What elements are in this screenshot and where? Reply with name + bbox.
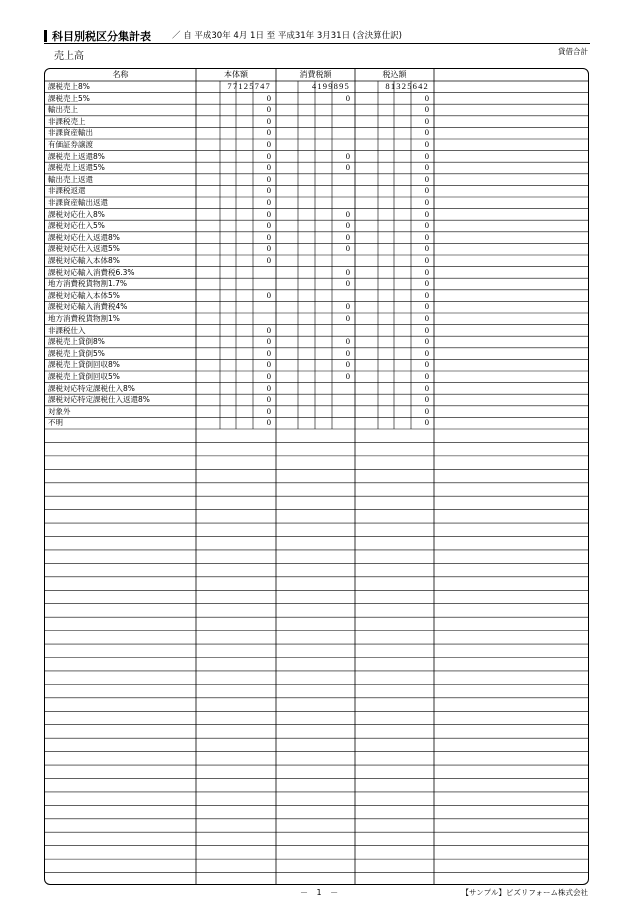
row-total-amount: 0 <box>424 162 429 173</box>
table-row <box>45 162 588 174</box>
table-row <box>45 325 588 337</box>
row-total-amount: 0 <box>424 185 429 196</box>
row-name: 課税売上貸倒8% <box>48 337 105 347</box>
row-tax-amount: 0 <box>345 313 350 323</box>
row-total-amount: 0 <box>424 139 429 149</box>
row-body-amount: 0 <box>266 394 271 405</box>
row-total-amount: 0 <box>424 104 429 115</box>
row-total-amount: 0 <box>424 382 429 393</box>
row-total-amount: 0 <box>424 324 429 335</box>
row-body-amount: 77125747 <box>227 81 271 91</box>
row-total-amount: 0 <box>424 371 429 381</box>
table-row <box>45 417 588 429</box>
row-tax-amount: 0 <box>345 220 350 231</box>
row-body-amount: 0 <box>266 347 271 358</box>
row-body-amount: 0 <box>266 255 271 265</box>
row-total-amount: 0 <box>424 127 429 138</box>
row-total-amount: 0 <box>424 313 429 323</box>
row-tax-amount: 0 <box>345 347 350 358</box>
row-name: 課税売上貸倒回収5% <box>48 372 120 381</box>
row-body-amount: 0 <box>266 92 271 103</box>
row-tax-amount: 0 <box>345 359 350 370</box>
column-header-body: 本体額 <box>224 70 248 79</box>
table-row <box>45 243 588 255</box>
row-name: 非課資産輸出 <box>48 128 93 138</box>
row-total-amount: 0 <box>424 289 429 300</box>
row-total-amount: 0 <box>424 278 429 289</box>
row-body-amount: 0 <box>266 359 271 370</box>
row-name: 課税対応仕入返還8% <box>48 232 120 242</box>
table-row <box>45 151 588 163</box>
row-total-amount: 0 <box>424 347 429 358</box>
table-row <box>45 185 588 197</box>
row-body-amount: 0 <box>266 405 271 416</box>
row-name: 課税対応仕入8% <box>48 209 105 219</box>
report-period: ／ 自 平成30年 4月 1日 至 平成31年 3月31日 (含決算仕訳) <box>172 31 402 41</box>
title-marker <box>44 30 47 42</box>
row-tax-amount: 0 <box>345 336 350 347</box>
table-row <box>45 81 588 93</box>
table-row <box>45 209 588 221</box>
row-body-amount: 0 <box>266 162 271 173</box>
row-name: 輸出売上返還 <box>48 174 93 184</box>
row-name: 課税売上8% <box>48 82 90 91</box>
row-body-amount: 0 <box>266 185 271 196</box>
row-name: 非課税返還 <box>48 186 86 196</box>
row-name: 課税対応仕入5% <box>48 221 105 231</box>
table-row <box>45 359 588 371</box>
table-row <box>45 336 588 348</box>
table-row <box>45 394 588 406</box>
company-name: 【サンプル】ビズリフォーム株式会社 <box>461 888 588 897</box>
aggregation-mode: 貸借合計 <box>558 47 588 56</box>
table-row <box>45 267 588 279</box>
column-header-tax: 消費税額 <box>299 70 332 79</box>
table-row <box>45 104 588 116</box>
row-body-amount: 0 <box>266 150 271 161</box>
header-rule <box>44 43 590 44</box>
table-row <box>45 139 588 151</box>
row-name: 課税対応輸入本体8% <box>48 256 120 265</box>
account-subject: 売上高 <box>54 51 84 62</box>
row-tax-amount: 0 <box>345 301 350 312</box>
row-name: 対象外 <box>48 406 71 416</box>
row-total-amount: 0 <box>424 92 429 103</box>
row-name: 輸出売上 <box>48 105 78 115</box>
table-row <box>45 93 588 105</box>
table-row <box>45 348 588 360</box>
row-body-amount: 0 <box>266 417 271 428</box>
table-row <box>45 127 588 139</box>
row-name: 課税売上貸倒5% <box>48 348 105 358</box>
row-total-amount: 0 <box>424 394 429 405</box>
row-total-amount: 0 <box>424 255 429 265</box>
row-body-amount: 0 <box>266 104 271 115</box>
table-row <box>45 197 588 209</box>
row-tax-amount: 0 <box>345 243 350 254</box>
row-body-amount: 0 <box>266 371 271 381</box>
row-name: 地方消費税貨物割1% <box>48 314 120 323</box>
row-total-amount: 0 <box>424 243 429 254</box>
row-name: 課税対応仕入返還5% <box>48 244 120 254</box>
row-tax-amount: 0 <box>345 162 350 173</box>
row-body-amount: 0 <box>266 336 271 347</box>
row-name: 非課税仕入 <box>48 325 86 335</box>
row-body-amount: 0 <box>266 197 271 207</box>
page-number: － 1 － <box>300 888 342 897</box>
row-body-amount: 0 <box>266 289 271 300</box>
row-tax-amount: 0 <box>345 231 350 242</box>
row-name: 非課税売上 <box>48 116 86 126</box>
table-row <box>45 290 588 302</box>
row-name: 課税対応特定課税仕入8% <box>48 383 135 393</box>
row-body-amount: 0 <box>266 115 271 126</box>
row-name: 課税売上5% <box>48 93 90 103</box>
row-body-amount: 0 <box>266 173 271 184</box>
row-name: 課税売上返還5% <box>48 163 105 173</box>
row-name: 課税対応輸入本体5% <box>48 290 120 300</box>
row-total-amount: 0 <box>424 208 429 219</box>
row-name: 地方消費税貨物割1.7% <box>48 279 128 289</box>
row-total-amount: 0 <box>424 405 429 416</box>
row-total-amount: 0 <box>424 150 429 161</box>
table-row <box>45 220 588 232</box>
report-header <box>44 28 590 44</box>
row-tax-amount: 4199895 <box>311 81 350 91</box>
row-name: 課税対応輸入消費税6.3% <box>48 267 135 277</box>
row-total-amount: 0 <box>424 231 429 242</box>
row-name: 非課資産輸出返還 <box>48 198 108 207</box>
row-body-amount: 0 <box>266 139 271 149</box>
tax-summary-table <box>44 68 589 885</box>
row-name: 不明 <box>48 418 63 428</box>
row-tax-amount: 0 <box>345 266 350 277</box>
row-total-amount: 81325642 <box>385 81 429 91</box>
row-body-amount: 0 <box>266 208 271 219</box>
row-total-amount: 0 <box>424 266 429 277</box>
row-name: 課税対応輸入消費税4% <box>48 302 128 312</box>
table-row <box>45 174 588 186</box>
table-row <box>45 255 588 267</box>
row-body-amount: 0 <box>266 324 271 335</box>
table-row <box>45 371 588 383</box>
row-tax-amount: 0 <box>345 150 350 161</box>
table-row <box>45 116 588 128</box>
row-total-amount: 0 <box>424 197 429 207</box>
row-name: 課税売上返還8% <box>48 151 105 161</box>
row-tax-amount: 0 <box>345 278 350 289</box>
row-name: 有価証券譲渡 <box>48 140 93 149</box>
row-body-amount: 0 <box>266 231 271 242</box>
table-row <box>45 278 588 290</box>
table-row <box>45 313 588 325</box>
row-total-amount: 0 <box>424 417 429 428</box>
row-body-amount: 0 <box>266 220 271 231</box>
table-row <box>45 383 588 395</box>
report-title: 科目別税区分集計表 <box>52 30 151 43</box>
row-total-amount: 0 <box>424 115 429 126</box>
table-row <box>45 406 588 418</box>
row-body-amount: 0 <box>266 127 271 138</box>
column-header-name: 名称 <box>112 70 129 79</box>
row-total-amount: 0 <box>424 173 429 184</box>
row-body-amount: 0 <box>266 243 271 254</box>
row-name: 課税売上貸倒回収8% <box>48 360 120 370</box>
row-total-amount: 0 <box>424 220 429 231</box>
column-header-total: 税込額 <box>382 70 407 79</box>
row-tax-amount: 0 <box>345 92 350 103</box>
row-name: 課税対応特定課税仕入返還8% <box>48 395 150 405</box>
row-total-amount: 0 <box>424 359 429 370</box>
table-row <box>45 301 588 313</box>
table-row <box>45 232 588 244</box>
row-tax-amount: 0 <box>345 371 350 381</box>
row-total-amount: 0 <box>424 336 429 347</box>
row-tax-amount: 0 <box>345 208 350 219</box>
row-total-amount: 0 <box>424 301 429 312</box>
row-body-amount: 0 <box>266 382 271 393</box>
